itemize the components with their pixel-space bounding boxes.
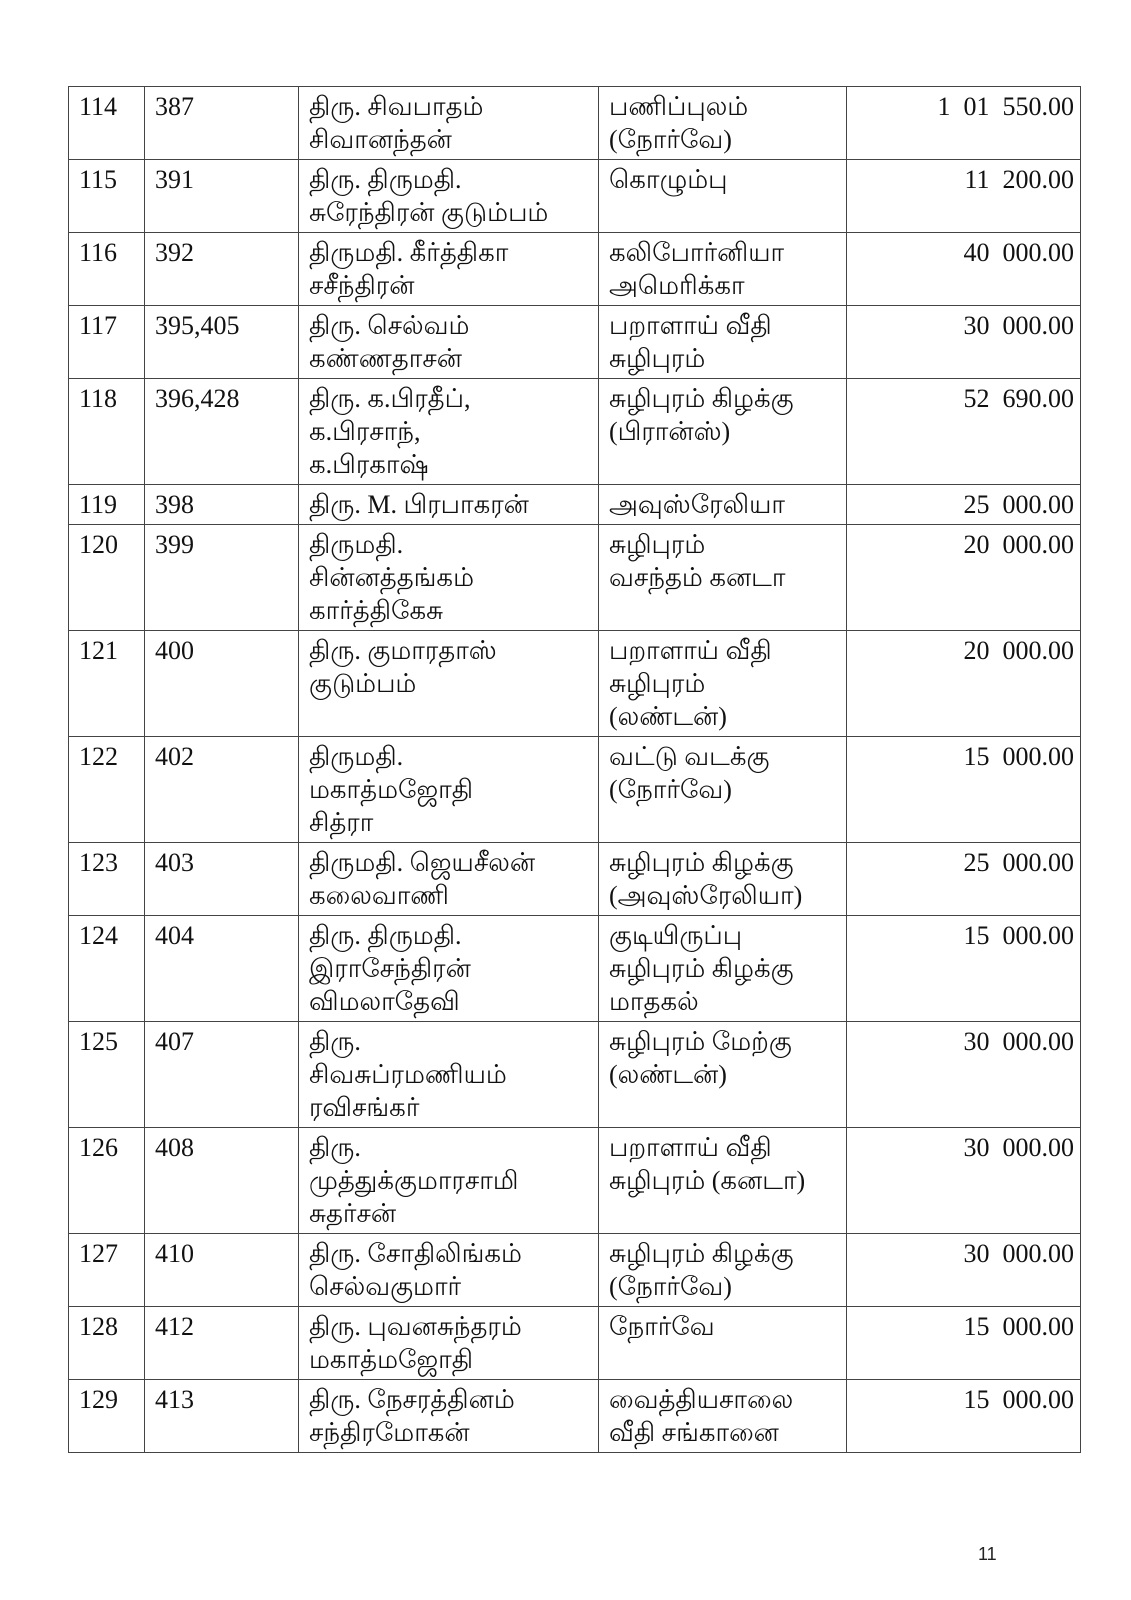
donor-place-line: (அவுஸ்ரேலியா) (609, 881, 803, 910)
amount-cell: 25 000.00 (847, 485, 1081, 525)
donor-name-cell (299, 160, 599, 233)
donor-place-line: சுழிபுரம் கிழக்கு (609, 1239, 794, 1268)
donor-place-cell (599, 1128, 847, 1234)
donor-table-body (69, 87, 1081, 1453)
receipt-number-cell: 403 (145, 843, 299, 916)
donor-place-line: சுழிபுரம் (609, 530, 706, 559)
donor-place-line: (லண்டன்) (609, 702, 727, 731)
donor-place-line: கொழும்பு (609, 165, 728, 194)
receipt-number-cell: 412 (145, 1307, 299, 1380)
table-row (69, 379, 1081, 485)
amount-cell: 15 000.00 (847, 1380, 1081, 1453)
donor-place-line: (லண்டன்) (609, 1060, 727, 1089)
table-row (69, 525, 1081, 631)
serial-number-cell: 123 (69, 843, 145, 916)
donor-place-line: வைத்தியசாலை (609, 1385, 794, 1414)
serial-number-cell: 124 (69, 916, 145, 1022)
donor-name-cell (299, 233, 599, 306)
donor-place-cell (599, 1234, 847, 1307)
receipt-number-cell: 407 (145, 1022, 299, 1128)
serial-number-cell: 118 (69, 379, 145, 485)
donor-name-line: க.பிரசாந், (309, 417, 421, 446)
amount-cell: 20 000.00 (847, 631, 1081, 737)
donor-place-cell (599, 737, 847, 843)
table-row (69, 1380, 1081, 1453)
donor-name-line: திரு. நேசரத்தினம் (309, 1385, 515, 1414)
amount-cell: 52 690.00 (847, 379, 1081, 485)
receipt-number-cell: 395,405 (145, 306, 299, 379)
donor-place-cell (599, 843, 847, 916)
amount-cell: 1 01 550.00 (847, 87, 1081, 160)
donor-name-line: முத்துக்குமாரசாமி (309, 1166, 519, 1195)
donor-name-line: திரு. (309, 1133, 361, 1162)
serial-number-cell: 119 (69, 485, 145, 525)
donor-name-line: மகாத்மஜோதி (309, 775, 474, 804)
donor-name-line: திரு. க.பிரதீப், (309, 384, 471, 413)
table-row (69, 916, 1081, 1022)
serial-number-cell: 114 (69, 87, 145, 160)
donor-place-line: (நோர்வே) (609, 1272, 732, 1301)
donor-place-cell (599, 525, 847, 631)
donor-name-cell (299, 525, 599, 631)
donor-name-cell (299, 1128, 599, 1234)
table-row (69, 843, 1081, 916)
donor-place-line: பணிப்புலம் (609, 92, 749, 121)
serial-number-cell: 128 (69, 1307, 145, 1380)
serial-number-cell: 115 (69, 160, 145, 233)
donor-name-line: திரு. புவனசுந்தரம் (309, 1312, 522, 1341)
serial-number-cell: 129 (69, 1380, 145, 1453)
donor-name-cell (299, 631, 599, 737)
amount-cell: 30 000.00 (847, 1234, 1081, 1307)
donor-name-line: சந்திரமோகன் (309, 1418, 470, 1447)
receipt-number-cell: 392 (145, 233, 299, 306)
donor-name-line: விமலாதேவி (309, 987, 460, 1016)
serial-number-cell: 125 (69, 1022, 145, 1128)
donor-place-cell (599, 306, 847, 379)
donor-name-line: மகாத்மஜோதி (309, 1345, 474, 1374)
donor-name-line: ரவிசங்கர் (309, 1093, 420, 1122)
serial-number-cell: 116 (69, 233, 145, 306)
table-row (69, 1022, 1081, 1128)
receipt-number-cell: 413 (145, 1380, 299, 1453)
page-number: 11 (978, 1544, 997, 1564)
donor-place-line: வசந்தம் கனடா (609, 563, 786, 592)
donor-place-line: (நோர்வே) (609, 125, 732, 154)
donor-name-line: சசீந்திரன் (309, 271, 415, 300)
donor-place-line: அவுஸ்ரேலியா (609, 490, 785, 519)
amount-cell: 15 000.00 (847, 737, 1081, 843)
donor-name-cell (299, 916, 599, 1022)
donor-place-line: சுழிபுரம் கிழக்கு (609, 848, 794, 877)
donor-name-line: கண்ணதாசன் (309, 344, 462, 373)
donor-place-line: கலிபோர்னியா (609, 238, 785, 267)
donor-place-cell (599, 233, 847, 306)
donor-name-cell (299, 737, 599, 843)
receipt-number-cell: 408 (145, 1128, 299, 1234)
donor-place-line: பறாளாய் வீதி (609, 636, 772, 665)
donor-name-line: சிவசுப்ரமணியம் (309, 1060, 507, 1089)
donor-place-line: நோர்வே (609, 1312, 715, 1341)
donor-name-line: திருமதி. கீர்த்திகா (309, 238, 509, 267)
donor-name-cell (299, 1307, 599, 1380)
receipt-number-cell: 404 (145, 916, 299, 1022)
amount-cell: 15 000.00 (847, 1307, 1081, 1380)
serial-number-cell: 126 (69, 1128, 145, 1234)
serial-number-cell: 117 (69, 306, 145, 379)
amount-cell: 20 000.00 (847, 525, 1081, 631)
donor-name-line: சுதர்சன் (309, 1199, 397, 1228)
donor-name-cell (299, 306, 599, 379)
donor-place-line: குடியிருப்பு (609, 921, 743, 950)
serial-number-cell: 122 (69, 737, 145, 843)
amount-cell: 40 000.00 (847, 233, 1081, 306)
donor-place-line: பறாளாய் வீதி (609, 1133, 772, 1162)
donor-place-cell (599, 160, 847, 233)
donor-name-line: திரு. சோதிலிங்கம் (309, 1239, 522, 1268)
donor-name-line: திரு. திருமதி. (309, 165, 462, 194)
donor-place-cell (599, 1307, 847, 1380)
donor-name-cell (299, 1380, 599, 1453)
donor-name-line: இராசேந்திரன் (309, 954, 471, 983)
table-row (69, 631, 1081, 737)
donor-place-line: சுழிபுரம் (கனடா) (609, 1166, 806, 1195)
donor-place-line: (பிரான்ஸ்) (609, 417, 731, 446)
table-row (69, 87, 1081, 160)
table-row (69, 1128, 1081, 1234)
donor-name-line: குடும்பம் (309, 669, 417, 698)
donor-place-line: சுழிபுரம் கிழக்கு (609, 954, 794, 983)
donor-place-cell (599, 631, 847, 737)
donor-name-line: சித்ரா (309, 808, 374, 837)
donor-name-cell (299, 1234, 599, 1307)
donor-place-cell (599, 87, 847, 160)
donor-name-line: திரு. குமாரதாஸ் (309, 636, 497, 665)
donor-name-line: திருமதி. ஜெயசீலன் (309, 848, 536, 877)
amount-cell: 11 200.00 (847, 160, 1081, 233)
donor-name-line: திருமதி. (309, 742, 404, 771)
serial-number-cell: 120 (69, 525, 145, 631)
donor-name-line: திரு. செல்வம் (309, 311, 470, 340)
donor-name-line: கலைவாணி (309, 881, 449, 910)
donor-name-line: திரு. திருமதி. (309, 921, 462, 950)
table-row (69, 737, 1081, 843)
donor-name-cell (299, 87, 599, 160)
table-row (69, 1234, 1081, 1307)
donor-place-line: பறாளாய் வீதி (609, 311, 772, 340)
amount-cell: 30 000.00 (847, 1128, 1081, 1234)
donor-place-line: சுழிபுரம் கிழக்கு (609, 384, 794, 413)
receipt-number-cell: 410 (145, 1234, 299, 1307)
donor-place-cell (599, 485, 847, 525)
donor-name-line: செல்வகுமார் (309, 1272, 462, 1301)
donor-place-cell (599, 379, 847, 485)
donor-name-line: சின்னத்தங்கம் (309, 563, 474, 592)
amount-cell: 30 000.00 (847, 1022, 1081, 1128)
donor-place-line: அமெரிக்கா (609, 271, 745, 300)
donor-place-line: மாதகல் (609, 987, 699, 1016)
donor-name-line: சிவானந்தன் (309, 125, 452, 154)
amount-cell: 30 000.00 (847, 306, 1081, 379)
table-row (69, 1307, 1081, 1380)
receipt-number-cell: 391 (145, 160, 299, 233)
donor-place-cell (599, 916, 847, 1022)
donor-place-cell (599, 1380, 847, 1453)
donor-place-line: வட்டு வடக்கு (609, 742, 770, 771)
donor-name-cell (299, 485, 599, 525)
table-row (69, 485, 1081, 525)
donor-name-cell (299, 843, 599, 916)
table-row (69, 160, 1081, 233)
donor-place-line: (நோர்வே) (609, 775, 732, 804)
donor-name-line: சுரேந்திரன் குடும்பம் (309, 198, 549, 227)
table-row (69, 306, 1081, 379)
donor-place-cell (599, 1022, 847, 1128)
amount-cell: 25 000.00 (847, 843, 1081, 916)
receipt-number-cell: 398 (145, 485, 299, 525)
donor-name-line: திரு. (309, 1027, 361, 1056)
donor-name-line: க.பிரகாஷ் (309, 450, 429, 479)
donor-place-line: வீதி சங்கானை (609, 1418, 779, 1447)
amount-cell: 15 000.00 (847, 916, 1081, 1022)
donor-name-line: திரு. M. பிரபாகரன் (309, 490, 529, 519)
donor-place-line: சுழிபுரம் (609, 344, 706, 373)
donor-name-cell (299, 379, 599, 485)
table-row (69, 233, 1081, 306)
donor-place-line: சுழிபுரம் மேற்கு (609, 1027, 792, 1056)
receipt-number-cell: 387 (145, 87, 299, 160)
donor-name-cell (299, 1022, 599, 1128)
serial-number-cell: 121 (69, 631, 145, 737)
receipt-number-cell: 402 (145, 737, 299, 843)
receipt-number-cell: 396,428 (145, 379, 299, 485)
receipt-number-cell: 399 (145, 525, 299, 631)
serial-number-cell: 127 (69, 1234, 145, 1307)
donor-name-line: திரு. சிவபாதம் (309, 92, 484, 121)
donor-place-line: சுழிபுரம் (609, 669, 706, 698)
donor-table (68, 86, 1081, 1453)
donor-name-line: திருமதி. (309, 530, 404, 559)
receipt-number-cell: 400 (145, 631, 299, 737)
donor-name-line: கார்த்திகேசு (309, 596, 444, 625)
